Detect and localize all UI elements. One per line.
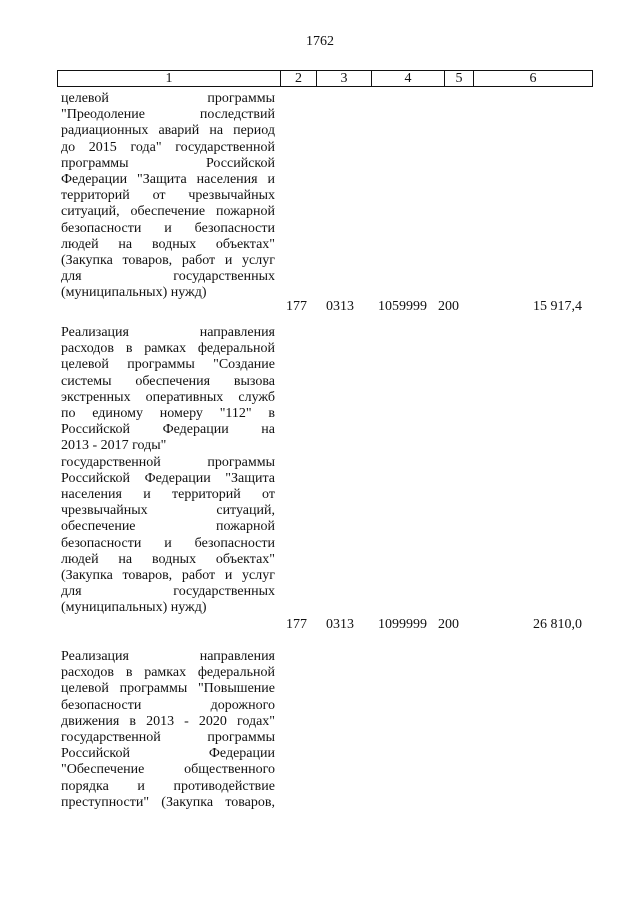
section-code: 0313	[326, 617, 354, 632]
admin-code: 177	[286, 617, 307, 632]
description-line: "Преодоление последствий	[61, 107, 275, 123]
description-line: 2013 - 2017 годы"	[61, 438, 167, 454]
amount: 26 810,0	[533, 617, 582, 632]
description-line: обеспечение пожарной	[61, 519, 275, 535]
row-description	[61, 649, 275, 811]
description-line: целевой программы "Повышение	[61, 681, 275, 697]
column-header-4: 4	[372, 71, 445, 87]
description-line: порядка и противодействие	[61, 778, 275, 794]
column-header-table	[57, 70, 593, 87]
description-line: Реализация направления	[61, 325, 275, 340]
column-header-row	[58, 71, 593, 87]
description-line: людей на водных объектах"	[61, 551, 275, 567]
description-line: Реализация направления	[61, 649, 275, 664]
description-line: радиационных аварий на период	[61, 123, 275, 139]
column-header-2: 2	[281, 71, 317, 87]
description-line: населения и территорий от	[61, 487, 275, 503]
description-line: (Закупка товаров, работ и услуг	[61, 568, 275, 584]
description-line: преступности" (Закупка товаров,	[61, 794, 275, 810]
page-number: 1762	[306, 34, 334, 49]
description-line: Российской Федерации на	[61, 422, 275, 438]
expense-type-code: 200	[438, 617, 459, 632]
description-line: экстренных оперативных служб	[61, 389, 275, 405]
row-description	[61, 325, 275, 617]
description-line: (муниципальных) нужд)	[61, 600, 207, 616]
expense-type-code: 200	[438, 299, 459, 314]
section-code: 0313	[326, 299, 354, 314]
description-line: государственной программы	[61, 730, 275, 746]
column-header-5: 5	[445, 71, 474, 87]
description-line: целевой программы "Создание	[61, 357, 275, 373]
column-header-3: 3	[317, 71, 372, 87]
description-line: целевой программы	[61, 91, 275, 106]
description-line: Российской Федерации "Защита	[61, 470, 275, 486]
admin-code: 177	[286, 299, 307, 314]
description-line: по единому номеру "112" в	[61, 406, 275, 422]
description-line: людей на водных объектах"	[61, 236, 275, 252]
description-line: системы обеспечения вызова	[61, 373, 275, 389]
description-line: программы Российской	[61, 155, 275, 171]
description-line: для государственных	[61, 584, 275, 600]
description-line: безопасности и безопасности	[61, 220, 275, 236]
description-line: Федерации "Защита населения и	[61, 172, 275, 188]
description-line: (муниципальных) нужд)	[61, 285, 207, 301]
target-article-code: 1099999	[378, 617, 427, 632]
description-line: движения в 2013 - 2020 годах"	[61, 713, 275, 729]
description-line: для государственных	[61, 269, 275, 285]
column-header-6: 6	[474, 71, 593, 87]
target-article-code: 1059999	[378, 299, 427, 314]
description-line: (Закупка товаров, работ и услуг	[61, 253, 275, 269]
row-description	[61, 91, 275, 302]
column-header-1: 1	[58, 71, 281, 87]
description-line: безопасности и безопасности	[61, 535, 275, 551]
description-line: Российской Федерации	[61, 746, 275, 762]
description-line: государственной программы	[61, 454, 275, 470]
description-line: расходов в рамках федеральной	[61, 341, 275, 357]
description-line: до 2015 года" государственной	[61, 139, 275, 155]
description-line: территорий от чрезвычайных	[61, 188, 275, 204]
description-line: "Обеспечение общественного	[61, 762, 275, 778]
description-line: чрезвычайных ситуаций,	[61, 503, 275, 519]
description-line: расходов в рамках федеральной	[61, 665, 275, 681]
description-line: безопасности дорожного	[61, 697, 275, 713]
description-line: ситуаций, обеспечение пожарной	[61, 204, 275, 220]
amount: 15 917,4	[533, 299, 582, 314]
